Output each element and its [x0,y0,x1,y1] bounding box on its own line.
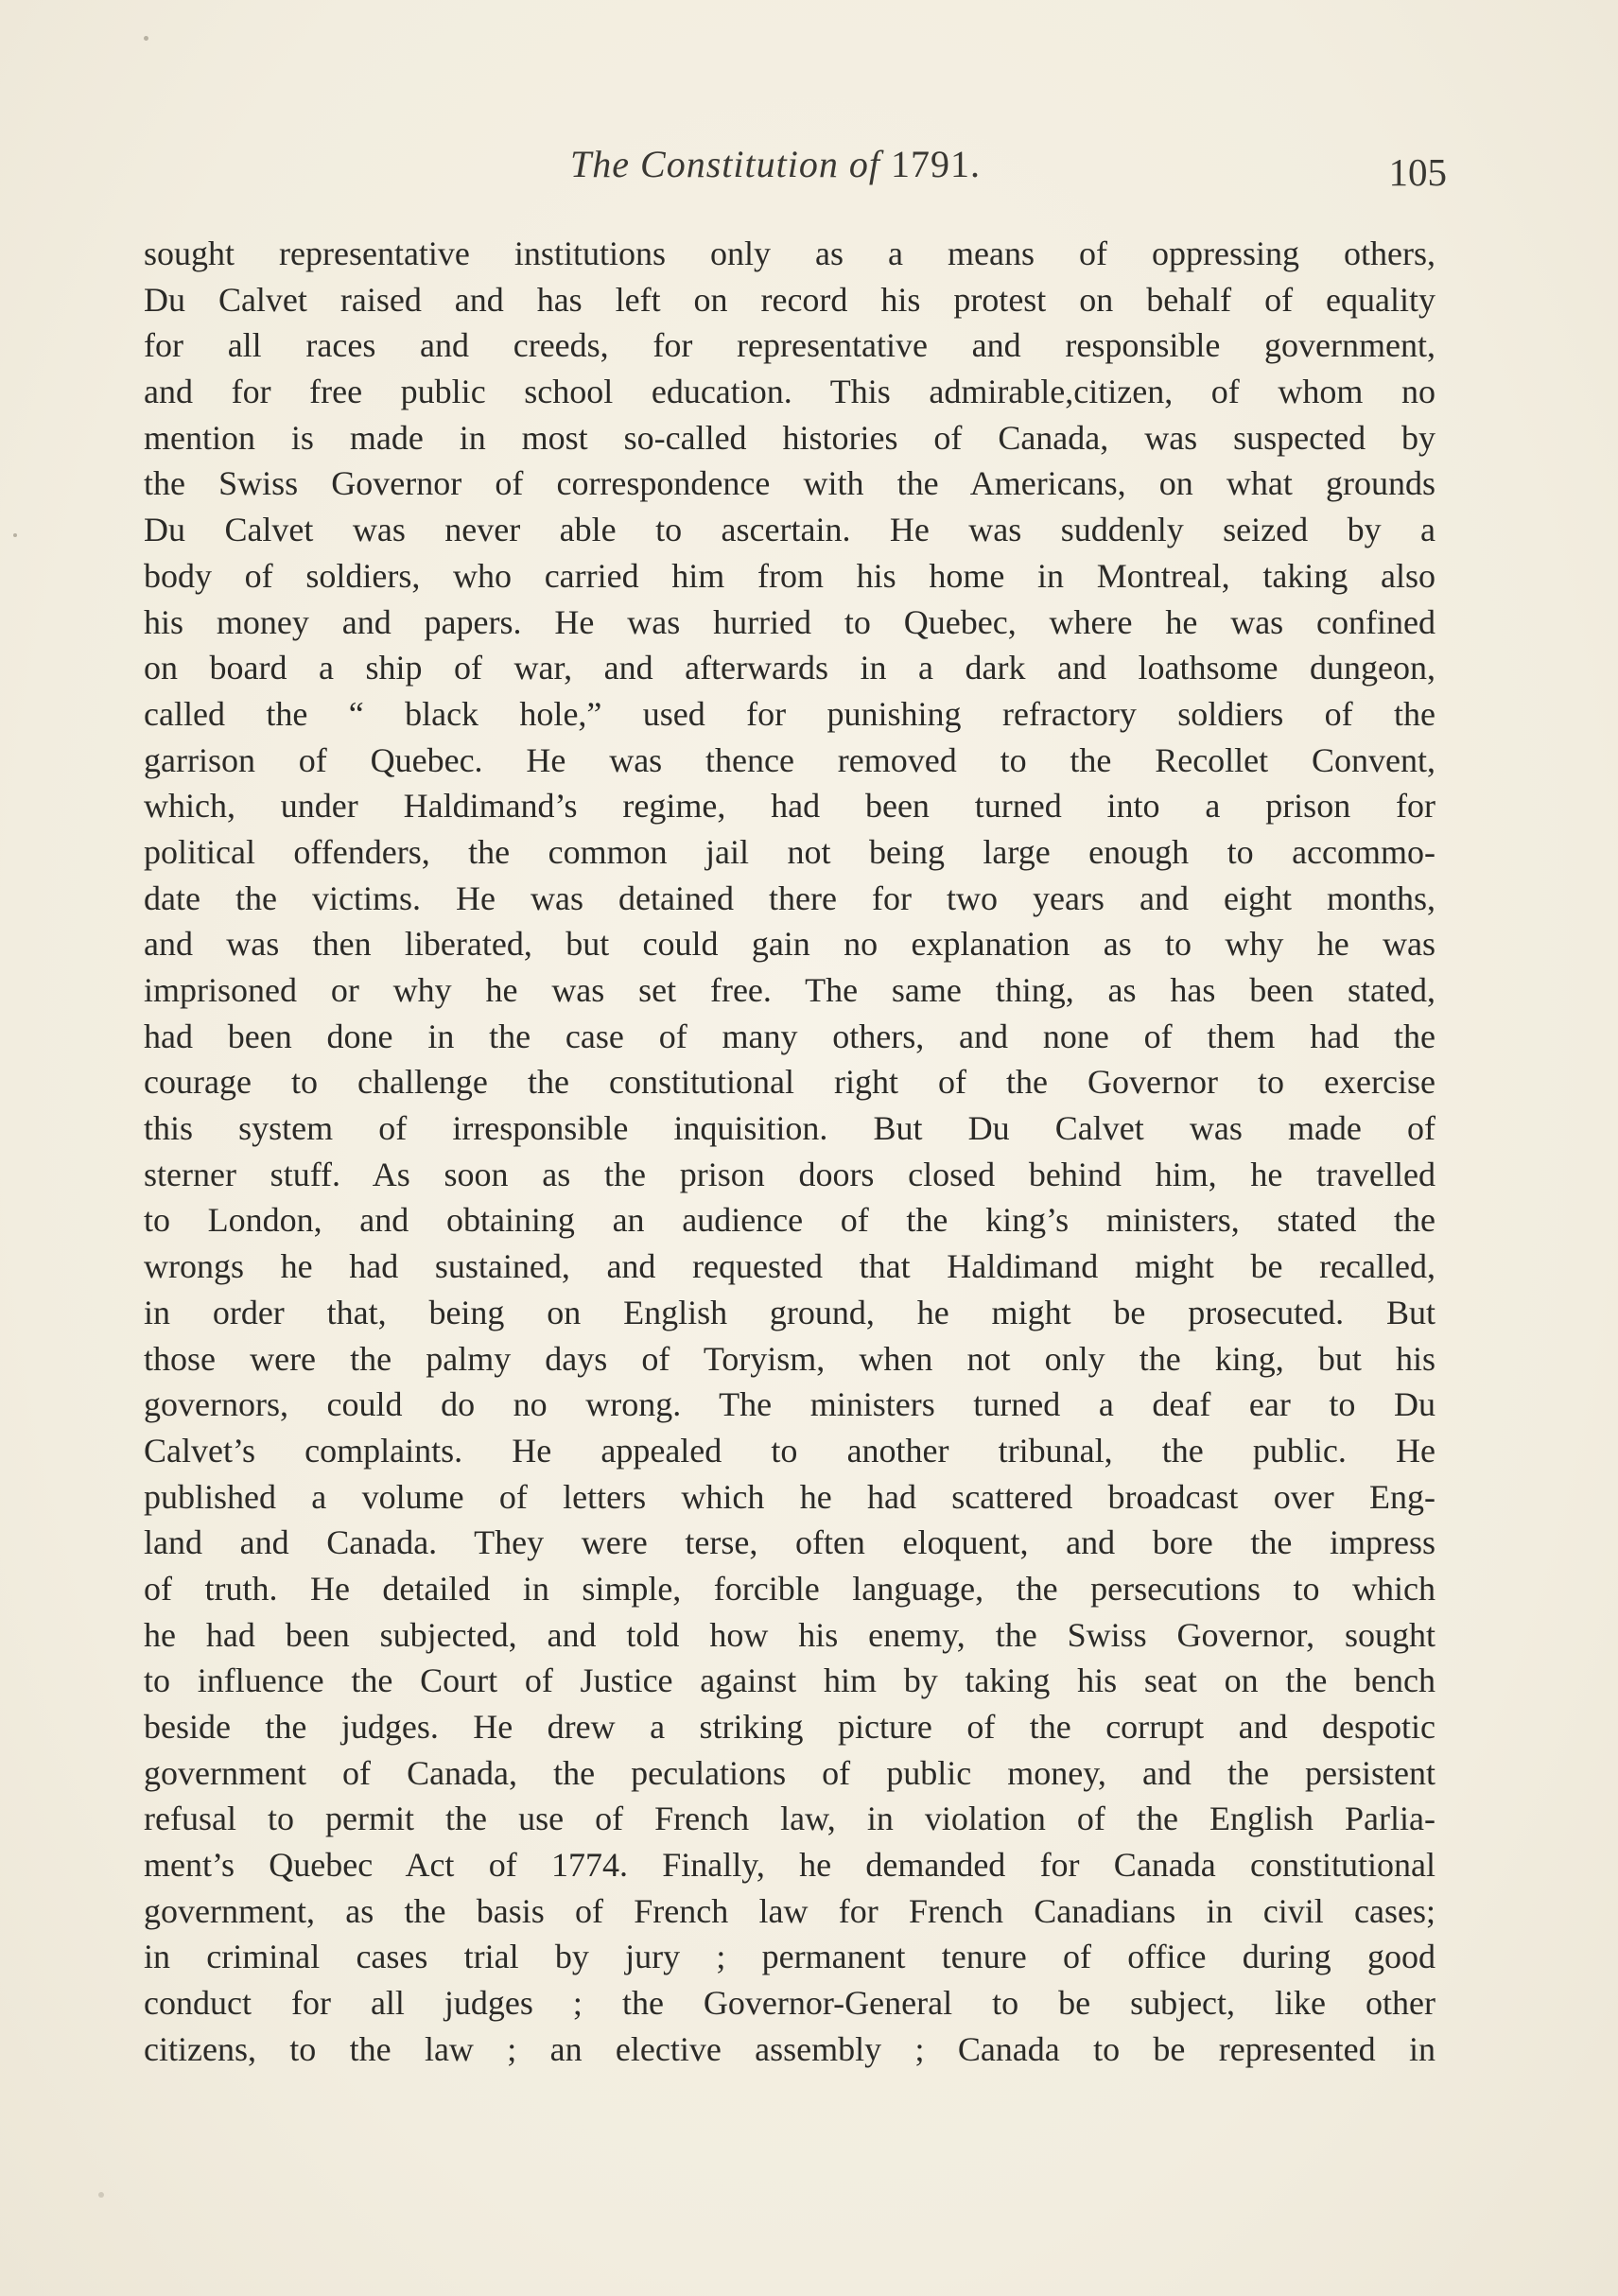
text-line: refusal to permit the use of French law, in violation of the English Parlia- [144,1800,1435,1838]
text-line: his money and papers. He was hurried to Quebec, where he was confined [144,602,1435,641]
paper-speck [144,36,148,41]
text-line: Calvet’s complaints. He appealed to another tribunal, the public. He [144,1431,1435,1470]
text-line: body of soldiers, who carried him from his home in Montreal, taking also [144,556,1435,595]
running-title: The Constitution of [570,143,880,185]
text-line: governors, could do no wrong. The ministers turned a deaf ear to Du [144,1385,1435,1424]
text-line: ment’s Quebec Act of 1774. Finally, he demanded for Canada constitutional [144,1846,1435,1885]
text-line: to influence the Court of Justice against him by taking his seat on the bench [144,1661,1435,1700]
text-line: sterner stuff. As soon as the prison doors closed behind him, he travelled [144,1155,1435,1193]
text-line: land and Canada. They were terse, often eloquent, and bore the impress [144,1523,1435,1562]
page-header [142,142,1447,199]
body-text [144,231,1435,2073]
paper-speck [98,2192,104,2198]
text-line: sought representative institutions only as a means of oppressing others, [144,235,1435,272]
text-line: wrongs he had sustained, and requested that Haldimand might be recalled, [144,1247,1435,1286]
text-line: for all races and creeds, for representative and responsible government, [144,326,1435,365]
text-line: government, as the basis of French law for French Canadians in civil cases; [144,1891,1435,1930]
text-line: beside the judges. He drew a striking picture of the corrupt and despotic [144,1708,1435,1746]
text-line: he had been subjected, and told how his enemy, the Swiss Governor, sought [144,1615,1435,1654]
text-line: courage to challenge the constitutional right of the Governor to exercise [144,1063,1435,1102]
text-line: on board a ship of war, and afterwards in a dark and loathsome dungeon, [144,649,1435,687]
text-line: those were the palmy days of Toryism, when not only the king, but his [144,1339,1435,1378]
text-line: of truth. He detailed in simple, forcible language, the persecutions to which [144,1569,1435,1608]
text-line: published a volume of letters which he had scattered broadcast over Eng- [144,1477,1435,1516]
text-line: imprisoned or why he was set free. The same thing, as has been stated, [144,971,1435,1009]
text-line: this system of irresponsible inquisition. But Du Calvet was made of [144,1109,1435,1148]
text-line: garrison of Quebec. He was thence removed to the Recollet Convent, [144,740,1435,779]
text-line: which, under Haldimand’s regime, had been turned into a prison for [144,787,1435,826]
text-line: date the victims. He was detained there for two years and eight months, [144,878,1435,917]
text-line: in order that, being on English ground, he might be prosecuted. But [144,1293,1435,1331]
text-line: to London, and obtaining an audience of the king’s ministers, stated the [144,1201,1435,1240]
page-number: 105 [1388,150,1447,194]
text-line: called the “ black hole,” used for punishing refractory soldiers of the [144,694,1435,733]
text-line: the Swiss Governor of correspondence with the Americans, on what grounds [144,464,1435,503]
text-line: Du Calvet raised and has left on record his protest on behalf of equality [144,280,1435,319]
text-line: Du Calvet was never able to ascertain. He was suddenly seized by a [144,511,1435,549]
text-line: conduct for all judges ; the Governor-General to be subject, like other [144,1984,1435,2023]
text-line: government of Canada, the peculations of public money, and the persistent [144,1753,1435,1792]
text-line: political offenders, the common jail not being large enough to accommo- [144,832,1435,871]
running-year: 1791. [890,143,981,185]
paper-speck [13,533,17,537]
text-line: and for free public school education. This admirable,citizen, of whom no [144,373,1435,411]
text-line: in criminal cases trial by jury ; permanent tenure of office during good [144,1938,1435,1976]
text-line: and was then liberated, but could gain no explanation as to why he was [144,925,1435,964]
text-line: mention is made in most so-called histories of Canada, was suspected by [144,418,1435,457]
text-line: citizens, to the law ; an elective assembly ; Canada to be represented in [144,2029,1435,2068]
running-head [142,142,1409,186]
text-line: had been done in the case of many others, and none of them had the [144,1017,1435,1055]
